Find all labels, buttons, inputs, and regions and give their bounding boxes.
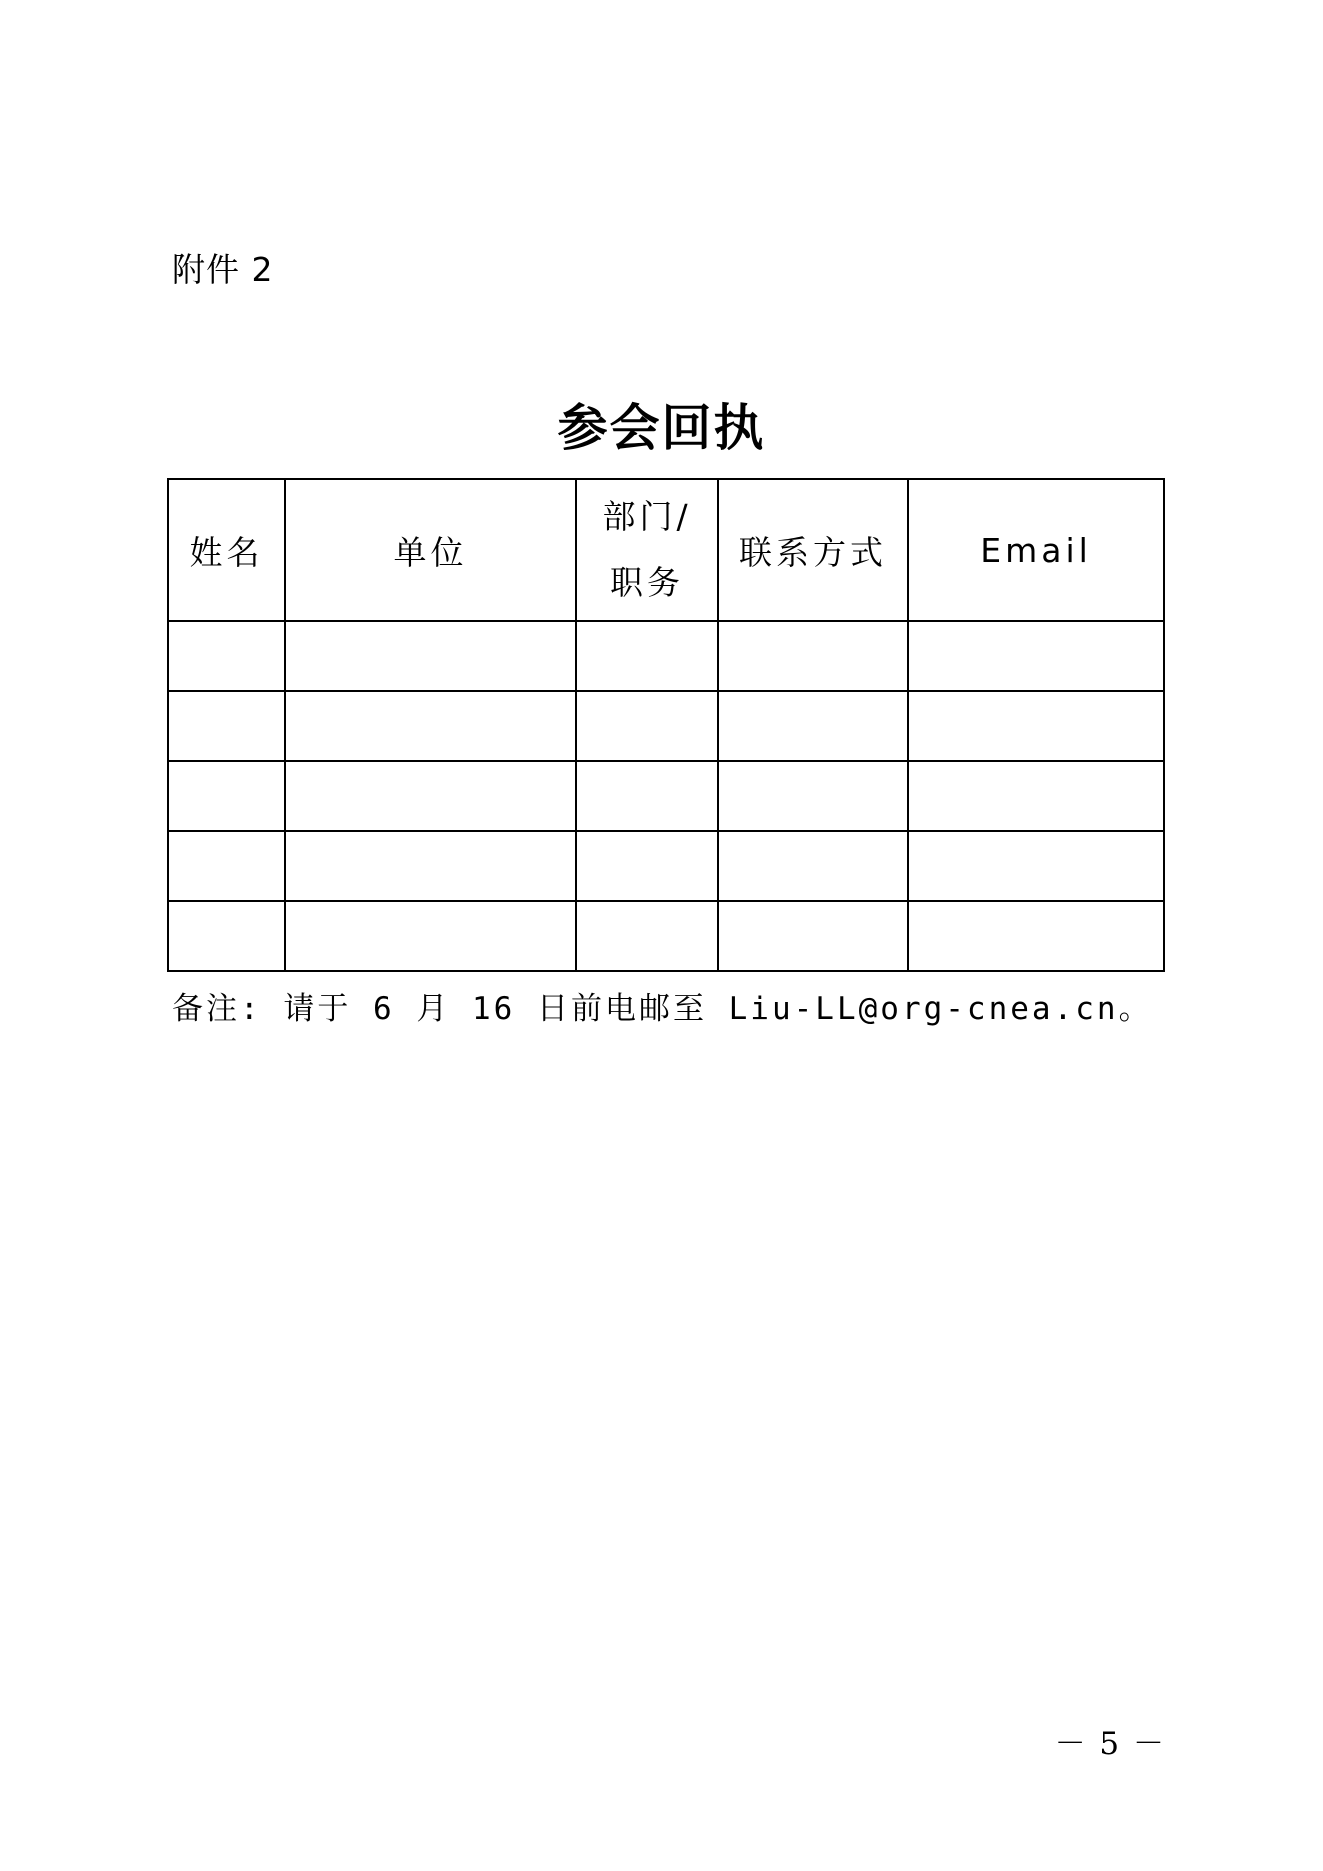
header-contact: 联系方式	[718, 479, 908, 621]
cell-unit[interactable]	[285, 691, 576, 761]
table-row	[168, 831, 1164, 901]
table-row	[168, 691, 1164, 761]
cell-email[interactable]	[908, 621, 1164, 691]
table-row	[168, 901, 1164, 971]
cell-unit[interactable]	[285, 621, 576, 691]
cell-contact[interactable]	[718, 761, 908, 831]
cell-department[interactable]	[576, 621, 718, 691]
cell-unit[interactable]	[285, 901, 576, 971]
cell-department[interactable]	[576, 691, 718, 761]
table-row	[168, 761, 1164, 831]
document-title: 参会回执	[557, 398, 766, 457]
cell-contact[interactable]	[718, 621, 908, 691]
cell-email[interactable]	[908, 691, 1164, 761]
cell-contact[interactable]	[718, 901, 908, 971]
cell-department[interactable]	[576, 831, 718, 901]
header-department-cell	[576, 479, 718, 621]
note: 备注: 请于 6 月 16 日前电邮至 Liu-LL@org-cnea.cn。	[172, 991, 1153, 1027]
cell-contact[interactable]	[718, 691, 908, 761]
cell-name[interactable]	[168, 621, 285, 691]
cell-name[interactable]	[168, 691, 285, 761]
cell-department[interactable]	[576, 901, 718, 971]
header-name: 姓名	[168, 479, 285, 621]
cell-email[interactable]	[908, 831, 1164, 901]
table-row	[168, 621, 1164, 691]
attachment-label: 附件 2	[172, 250, 274, 289]
header-unit: 单位	[285, 479, 576, 621]
page-number: － 5 －	[1054, 1726, 1166, 1762]
cell-contact[interactable]	[718, 831, 908, 901]
cell-email[interactable]	[908, 761, 1164, 831]
cell-name[interactable]	[168, 901, 285, 971]
cell-unit[interactable]	[285, 761, 576, 831]
reply-table	[167, 478, 1165, 972]
header-email: Email	[908, 479, 1164, 621]
header-department: 部门/职务	[602, 497, 692, 602]
cell-name[interactable]	[168, 761, 285, 831]
table-header-row	[168, 479, 1164, 621]
cell-unit[interactable]	[285, 831, 576, 901]
cell-email[interactable]	[908, 901, 1164, 971]
cell-name[interactable]	[168, 831, 285, 901]
cell-department[interactable]	[576, 761, 718, 831]
